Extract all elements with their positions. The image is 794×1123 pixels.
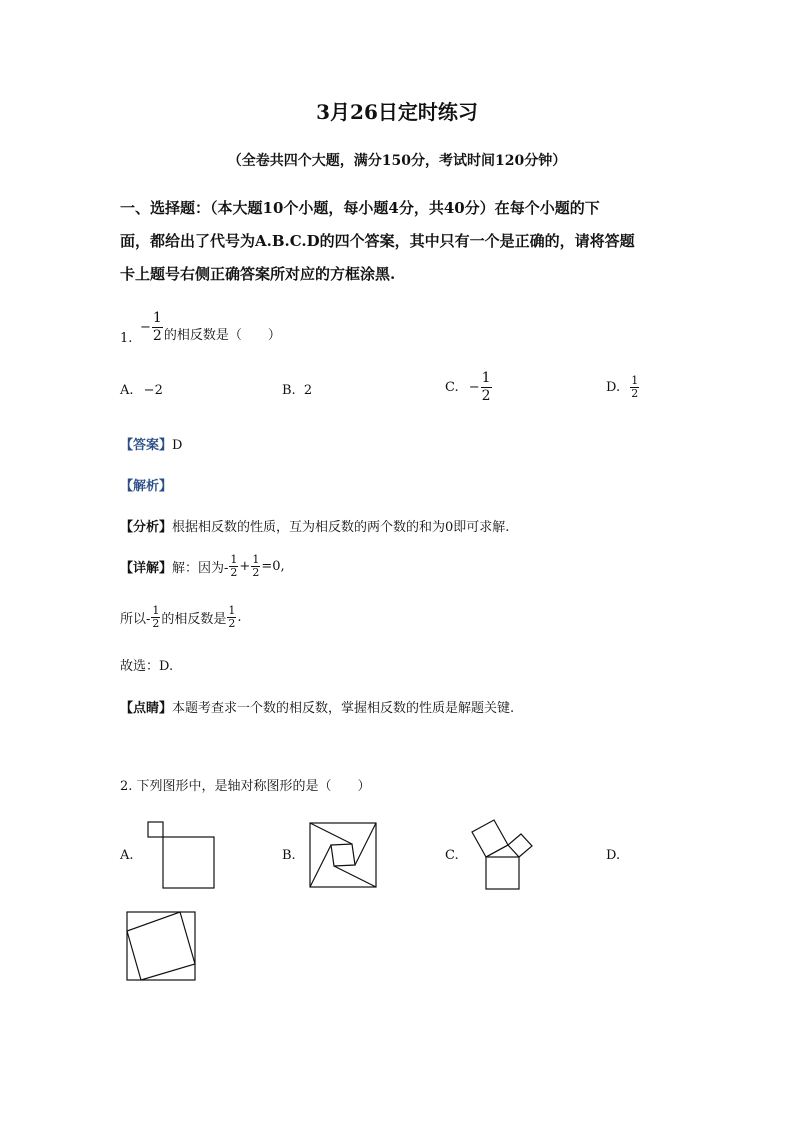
q1-option-d: [606, 375, 640, 400]
q1-analysis-heading: [120, 475, 172, 494]
suoyi-mid: 的相反数是: [161, 612, 227, 627]
q1-option-b-label: B.: [282, 383, 296, 398]
answer-value: D: [172, 438, 183, 453]
xiangjie-tag: 【详解】: [120, 561, 173, 576]
q1-option-d-fraction: [630, 375, 639, 400]
xiangjie-frac-1-num: 1: [230, 553, 238, 566]
q1-fraction: [152, 310, 163, 345]
q1-option-d-num: 1: [631, 374, 639, 387]
fenxi-text: 根据相反数的性质，互为相反数的两个数的和为0即可求解.: [172, 520, 510, 535]
q2-d-outer-square: [127, 912, 195, 980]
q1-option-a-label: A.: [120, 383, 134, 398]
q2-figure-a: [146, 820, 216, 890]
q2-d-inner-square: [127, 912, 195, 980]
q1-option-b-value: 2: [303, 383, 313, 398]
q2-b-line-1: [310, 823, 352, 844]
q2-figure-c: [470, 817, 536, 891]
xiangjie-frac-2-num: 1: [252, 553, 260, 566]
q1-option-d-den: 2: [631, 387, 639, 400]
section1-line2: 面，都给出了代号为A.B.C.D的四个答案，其中只有一个是正确的，请将答题: [120, 232, 635, 250]
xiangjie-frac-1: [229, 554, 238, 579]
xiangjie-pre: 解：因为-: [172, 561, 229, 576]
q2-b-inner-square: [331, 844, 355, 866]
q2-c-right-square: [508, 834, 532, 857]
xiangjie-plus: +: [239, 559, 251, 574]
q1-option-c-den: 2: [481, 388, 491, 404]
q1-frac-den: 2: [152, 328, 162, 344]
q2-figure-d: [126, 911, 198, 983]
q1-frac-num: 1: [152, 310, 162, 326]
q1-minus-sign: −: [140, 320, 151, 335]
suoyi-end: .: [237, 610, 242, 625]
q1-option-a: [120, 383, 163, 398]
dianjing-text: 本题考查求一个数的相反数，掌握相反数的性质是解题关键.: [172, 701, 515, 716]
q2-option-d-label: D.: [606, 848, 621, 863]
answer-tag: 【答案】: [120, 438, 173, 453]
suoyi-pre: 所以-: [120, 612, 151, 627]
q1-option-c-minus: −: [468, 380, 480, 395]
xiangjie-post: =0,: [261, 559, 285, 574]
q2-b-outer-square: [310, 823, 376, 887]
xiangjie-frac-2: [251, 554, 260, 579]
suoyi-frac-2: [227, 605, 236, 630]
q2-figure-b: [309, 822, 379, 888]
q1-xiangjie: [120, 554, 285, 579]
q2-option-a-label: A.: [120, 848, 134, 863]
suoyi-frac-1-den: 2: [152, 617, 160, 630]
q2-option-b-label: B.: [282, 848, 296, 863]
section1-line1: 一、选择题：（本大题10个小题，每小题4分，共40分）在每个小题的下: [120, 199, 600, 217]
q2-option-c-label: C.: [445, 848, 459, 863]
q2-a-small-square: [148, 822, 163, 837]
q1-number: 1.: [120, 331, 133, 346]
q2-c-bottom-square: [486, 857, 519, 889]
xiangjie-frac-2-den: 2: [252, 566, 260, 579]
q1-stem-text: 的相反数是（ ）: [163, 328, 281, 343]
q2-c-left-square: [472, 820, 508, 857]
suoyi-frac-1: [151, 605, 160, 630]
q2-b-line-3: [334, 866, 376, 887]
q1-option-c: [445, 370, 493, 405]
q1-option-b: [282, 383, 312, 398]
q1-suoyi: [120, 605, 242, 630]
q1-option-a-value: −2: [143, 383, 163, 398]
suoyi-frac-1-num: 1: [152, 604, 160, 617]
q1-option-d-label: D.: [606, 380, 621, 395]
q1-fenxi: [120, 516, 509, 535]
section1-line3: 卡上题号右侧正确答案所对应的方框涂黑.: [120, 265, 396, 283]
page-subtitle: （全卷共四个大题，满分150分，考试时间120分钟）: [227, 153, 567, 169]
q1-guxuan: 故选：D.: [120, 659, 174, 674]
suoyi-frac-2-num: 1: [228, 604, 236, 617]
q1-answer: [120, 434, 182, 453]
q1-option-c-fraction: [481, 370, 492, 405]
q1-stem-fraction: [140, 310, 281, 345]
q2-b-line-2: [355, 823, 376, 865]
q1-option-c-num: 1: [481, 370, 491, 386]
q2-stem: 2. 下列图形中，是轴对称图形的是（ ）: [120, 779, 371, 794]
dianjing-tag: 【点睛】: [120, 701, 173, 716]
q1-dianjing: [120, 697, 514, 716]
q1-option-c-label: C.: [445, 380, 459, 395]
fenxi-tag: 【分析】: [120, 520, 173, 535]
suoyi-frac-2-den: 2: [228, 617, 236, 630]
analysis-tag: 【解析】: [120, 479, 173, 494]
q2-c-triangle-leg: [486, 845, 508, 857]
xiangjie-frac-1-den: 2: [230, 566, 238, 579]
page-title: 3月26日定时练习: [316, 100, 478, 124]
q2-a-large-square: [163, 837, 214, 888]
q2-b-line-4: [310, 845, 331, 887]
